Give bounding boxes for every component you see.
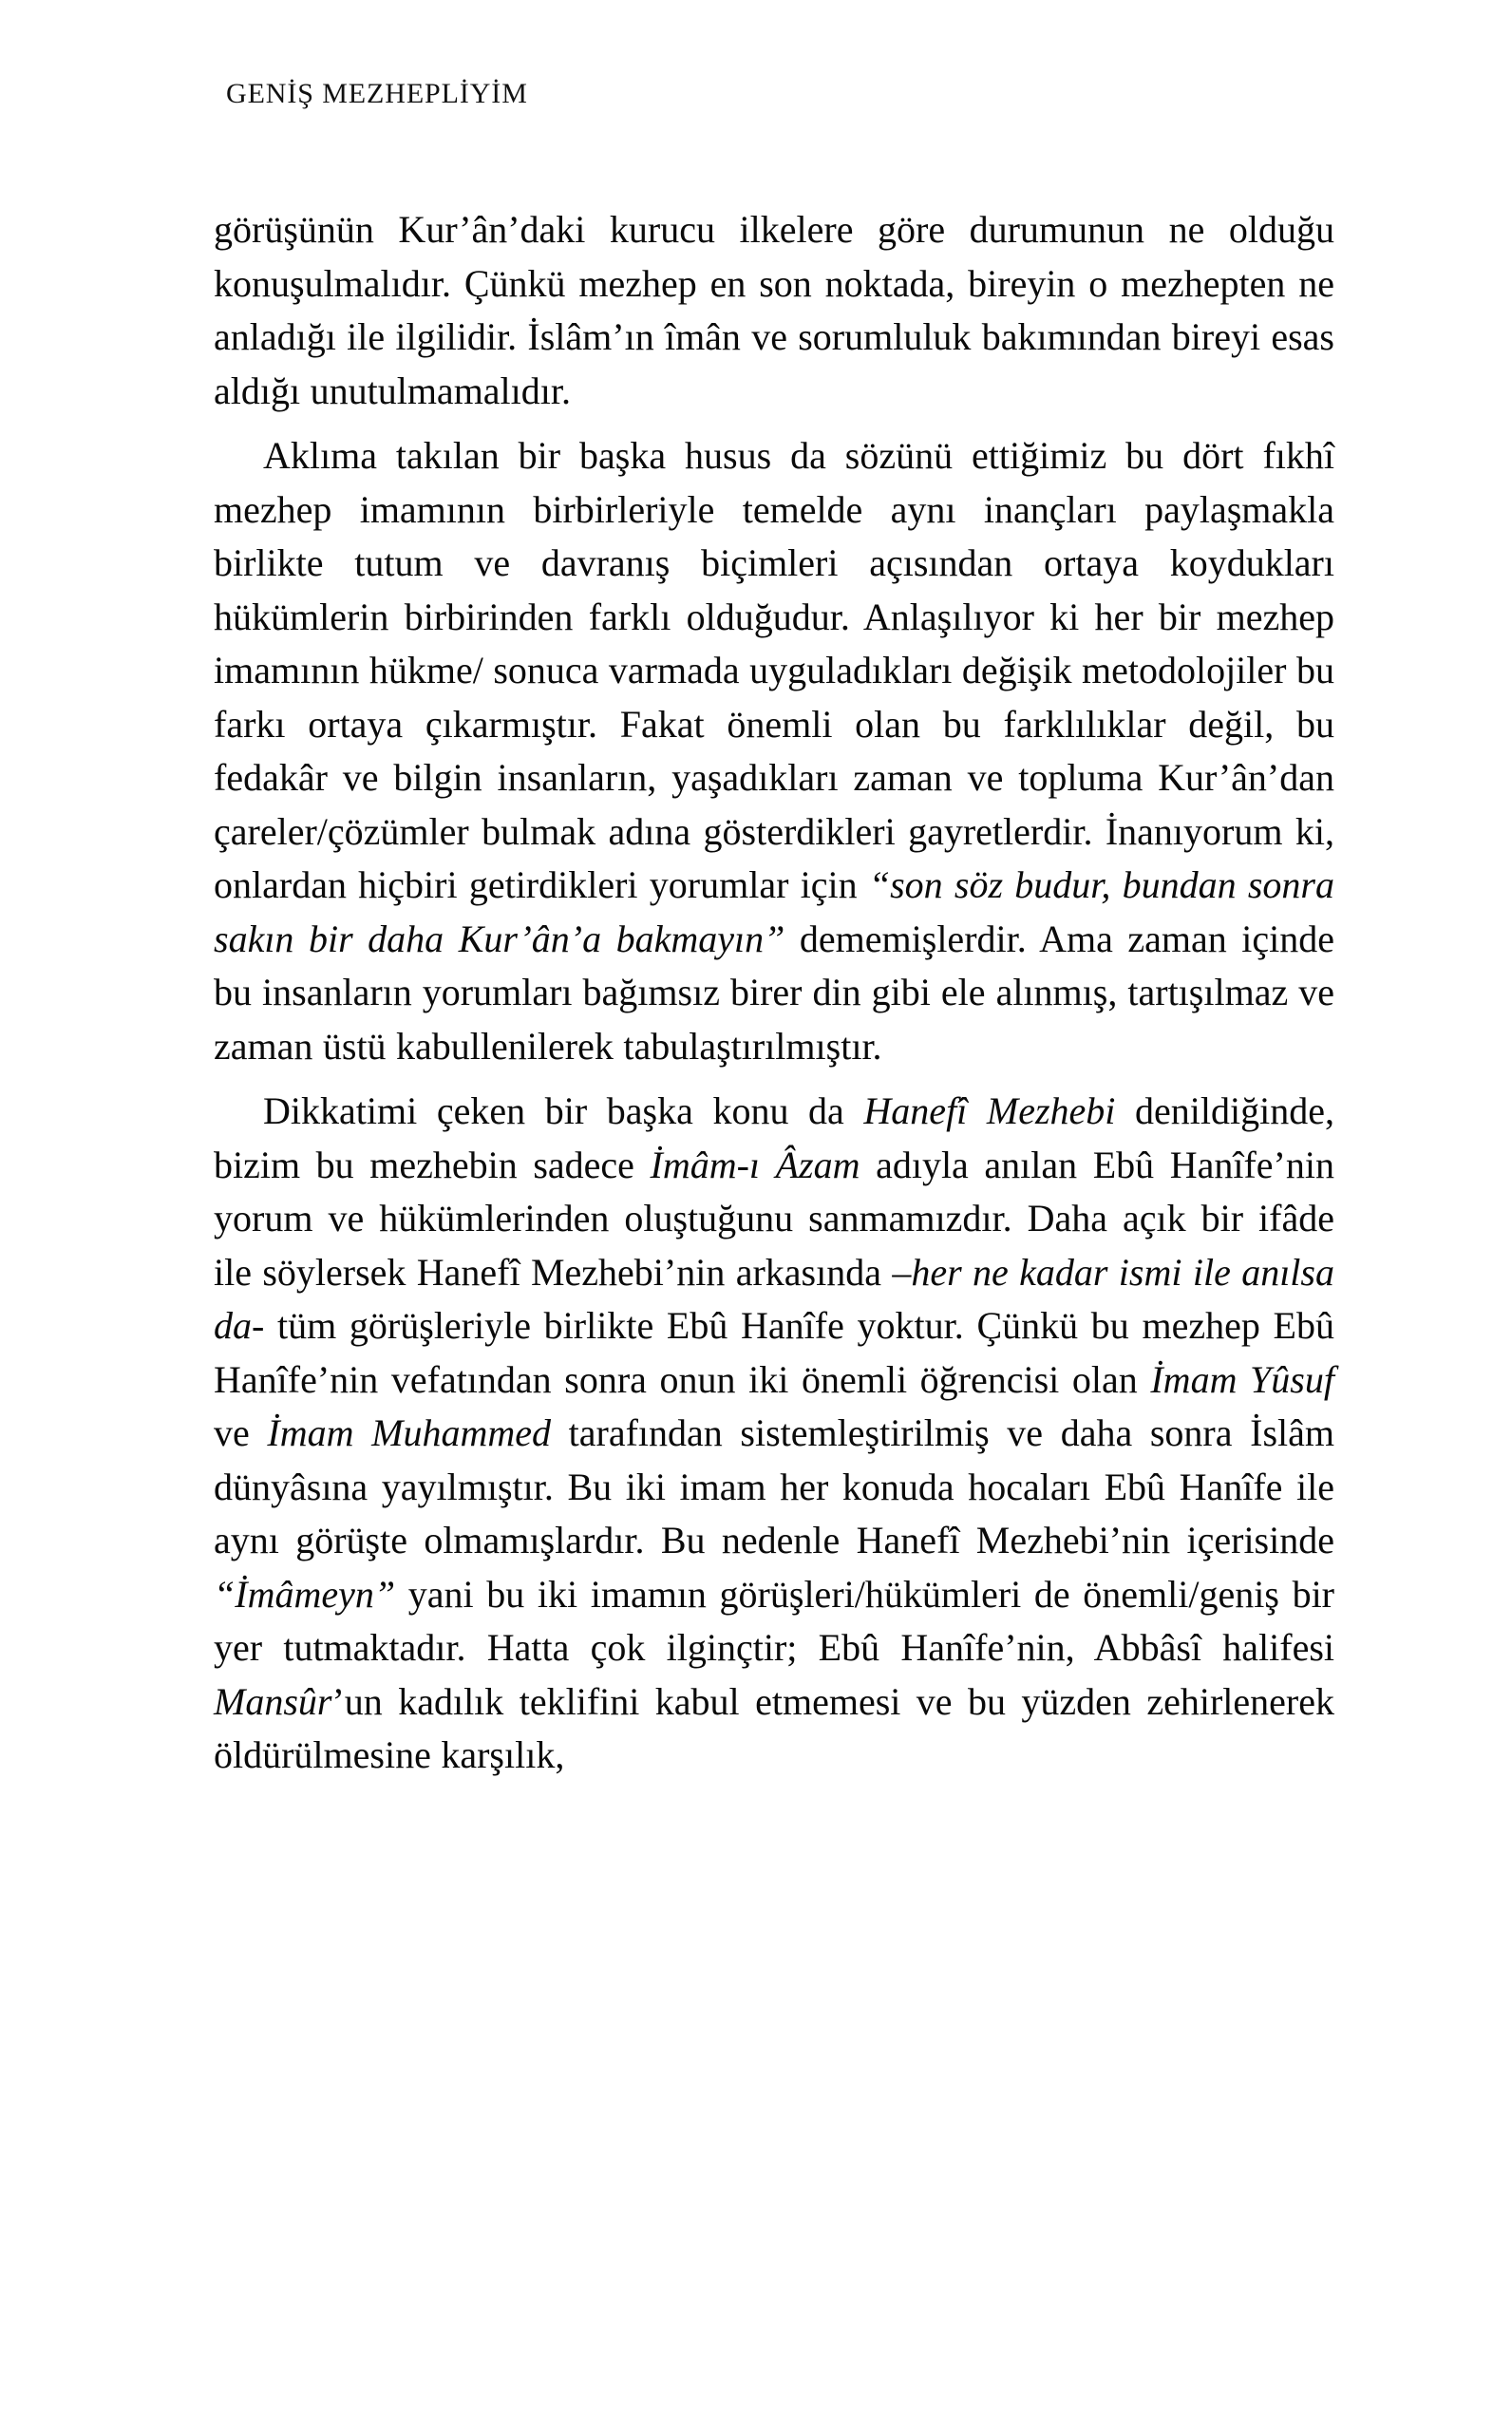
paragraph-3-run-4: adıyla anılan Ebû Hanîfe’nin yorum ve hükümlerinden oluştuğunu sanmamızdır. Daha açık bir ifâde ile söylersek Hanefî Mezhebi’nin arkasında (214, 1143, 1334, 1294)
paragraph-3-run-5: –her ne kadar ismi ile anılsa da- (214, 1250, 1334, 1347)
paragraph-3-run-10: tarafından sistemleştirilmiş ve daha sonra İslâm dünyâsına yayılmıştır. Bu iki imam her konuda hocaları Ebû Hanîfe ile aynı görüşte olmamışlardır. Bu nedenle Hanefî Mezhebi’nin içerisinde (214, 1411, 1334, 1561)
paragraph-3-run-6: tüm görüşleriyle birlikte Ebû Hanîfe yoktur. Çünkü bu mezhep Ebû Hanîfe’nin vefatından sonra onun iki önemli öğrencisi olan (214, 1304, 1334, 1401)
paragraph-3-run-2: denildiğinde, bizim bu mezhebin sadece (214, 1089, 1334, 1186)
paragraph-1 (214, 203, 1334, 418)
paragraph-3-run-13: Mansûr (214, 1679, 332, 1723)
paragraph-3 (214, 1085, 1334, 1783)
paragraph-2-run-1: “son söz budur, bundan sonra sakın bir daha Kur’ân’a bakmayın” (214, 863, 1334, 960)
paragraph-3-run-9: İmam Muhammed (267, 1411, 551, 1454)
paragraph-3-run-0: Dikkatimi çeken bir başka konu da (263, 1089, 864, 1132)
paragraph-3-run-14: ’un kadılık teklifini kabul etmemesi ve bu yüzden zehirlenerek öldürülmesine karşılık, (214, 1679, 1334, 1776)
paragraph-3-run-12: yani bu iki imamın görüşleri/hükümleri de önemli/geniş bir yer tutmaktadır. Hatta çok ilginçtir; Ebû Hanîfe’nin, Abbâsî halifesi (214, 1572, 1334, 1669)
paragraph-3-run-11: “İmâmeyn” (214, 1572, 396, 1616)
paragraph-3-run-8: ve (214, 1411, 268, 1454)
paragraph-3-run-1: Hanefî Mezhebi (863, 1089, 1116, 1132)
paragraph-3-run-7: İmam Yûsuf (1150, 1357, 1334, 1401)
body-text-block (214, 203, 1334, 1783)
paragraph-2-run-0: Aklıma takılan bir başka husus da sözünü ettiğimiz bu dört fıkhî mezhep imamının birbirleriyle temelde aynı inançları paylaşmakla birlikte tutum ve davranış biçimleri açısından ortaya koydukları hükümlerin birbirinden farklı olduğudur. Anlaşılıyor ki her bir mezhep imamının hükme/ sonuca varmada uyguladıkları değişik metodolojiler bu farkı ortaya çıkarmıştır. Fakat önemli olan bu farklılıklar değil, bu fedakâr ve bilgin insanların, yaşadıkları zaman ve topluma Kur’ân’dan çareler/çözümler bulmak adına gösterdikleri gayretlerdir. İnanıyorum ki, onlardan hiçbiri getirdikleri yorumlar için (214, 434, 1334, 906)
paragraph-2 (214, 429, 1334, 1073)
paragraph-1-run-0: görüşünün Kur’ân’daki kurucu ilkelere göre durumunun ne olduğu konuşulmalıdır. Çünkü mezhep en son noktada, bireyin o mezhepten ne anladığı ile ilgilidir. İslâm’ın îmân ve sorumluluk bakımından bireyi esas aldığı unutulmamalıdır. (214, 208, 1334, 412)
paragraph-3-run-3: İmâm-ı Âzam (650, 1143, 860, 1186)
paragraph-2-run-2: dememişlerdir. Ama zaman içinde bu insanların yorumları bağımsız birer din gibi ele alınmış, tartışılmaz ve zaman üstü kabullenilerek tabulaştırılmıştır. (214, 917, 1334, 1068)
running-header: GENİŞ MEZHEPLİYİM (226, 78, 528, 109)
